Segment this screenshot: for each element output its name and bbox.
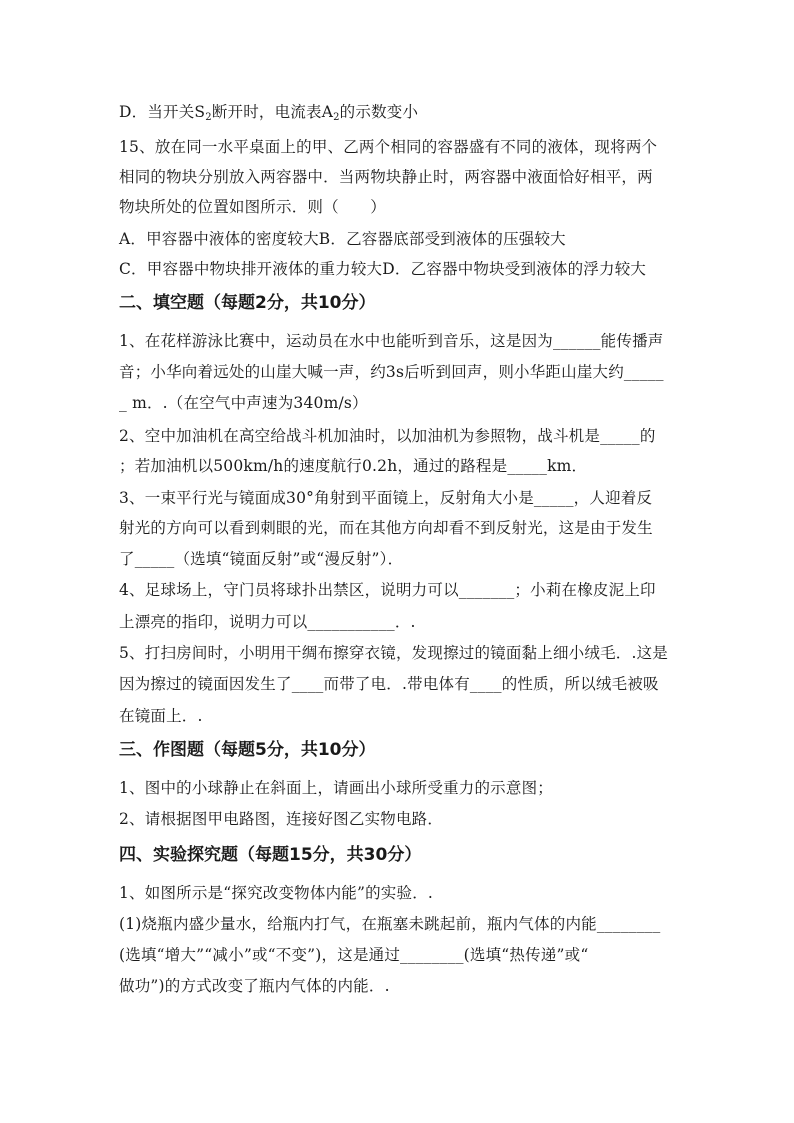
s2-line-9: 4、足球场上，守门员将球扑出禁区，说明力可以_______；小莉在橡皮泥上印 [119,581,656,599]
q15-line-2: 相同的物块分别放入两容器中．当两物块静止时，两容器中液面恰好相平，两 [119,168,653,186]
q14-option-d-prefix: D．当开关S [119,103,206,121]
s2-line-13: 在镜面上．. [119,707,203,725]
s2-line-7: 射光的方向可以看到刺眼的光，而在其他方向却看不到反射光，这是由于发生 [119,519,653,537]
s2-line-4: 2、空中加油机在高空给战斗机加油时，以加油机为参照物，战斗机是_____的 [119,427,656,445]
s2-line-1: 1、在花样游泳比赛中，运动员在水中也能听到音乐，这是因为______能传播声 [119,332,664,350]
section3-heading: 三、作图题（每题5分，共10分） [119,740,376,760]
s2-line-8: 了_____（选填“镜面反射”或“漫反射”）． [119,550,404,568]
switch-subscript: 2 [205,112,212,123]
q14-option-d-middle: 断开时，电流表A [211,103,334,121]
s3-line-1: 1、图中的小球静止在斜面上，请画出小球所受重力的示意图； [119,779,553,797]
q15-line-3: 物块所处的位置如图所示．则（ ） [119,198,386,216]
s2-line-2: 音；小华向着远处的山崖大喊一声，约3s后听到回声，则小华距山崖大约_____ [119,363,664,381]
q15-options-cd: C．甲容器中物块排开液体的重力较大D．乙容器中物块受到液体的浮力较大 [119,260,647,278]
q15-line-1: 15、放在同一水平桌面上的甲、乙两个相同的容器盛有不同的液体，现将两个 [119,138,658,156]
section4-heading: 四、实验探究题（每题15分，共30分） [119,845,422,865]
q15-options-ab: A．甲容器中液体的密度较大B．乙容器底部受到液体的压强较大 [119,230,566,248]
q14-option-d [119,102,418,122]
s2-line-12: 因为擦过的镜面因发生了____而带了电．.带电体有____的性质，所以绒毛被吸 [119,675,659,693]
s2-line-5: ；若加油机以500km/h的速度航行0.2h，通过的路程是_____km． [119,457,588,475]
s2-line-3: _ m．.（在空气中声速为340m/s） [119,394,368,412]
s2-line-6: 3、一束平行光与镜面成30°角射到平面镜上，反射角大小是_____，人迎着反 [119,489,653,507]
q14-option-d-suffix: 的示数变小 [339,103,419,121]
s2-line-10: 上漂亮的指印，说明力可以___________．. [119,613,416,631]
s2-line-11: 5、打扫房间时，小明用干绸布擦穿衣镜，发现擦过的镜面黏上细小绒毛．.这是 [119,644,668,662]
s4-line-2: (1)烧瓶内盛少量水，给瓶内打气，在瓶塞未跳起前，瓶内气体的内能________ [119,915,661,933]
section2-heading: 二、填空题（每题2分，共10分） [119,293,376,313]
s4-line-4: 做功”)的方式改变了瓶内气体的内能．. [119,977,390,995]
s4-line-1: 1、如图所示是“探究改变物体内能”的实验．. [119,884,434,902]
ammeter-subscript: 2 [333,112,340,123]
s3-line-2: 2、请根据图甲电路图，连接好图乙实物电路． [119,810,444,828]
s4-line-3: (选填“增大”“减小”或“不变”)，这是通过________(选填“热传递”或“ [119,946,589,964]
